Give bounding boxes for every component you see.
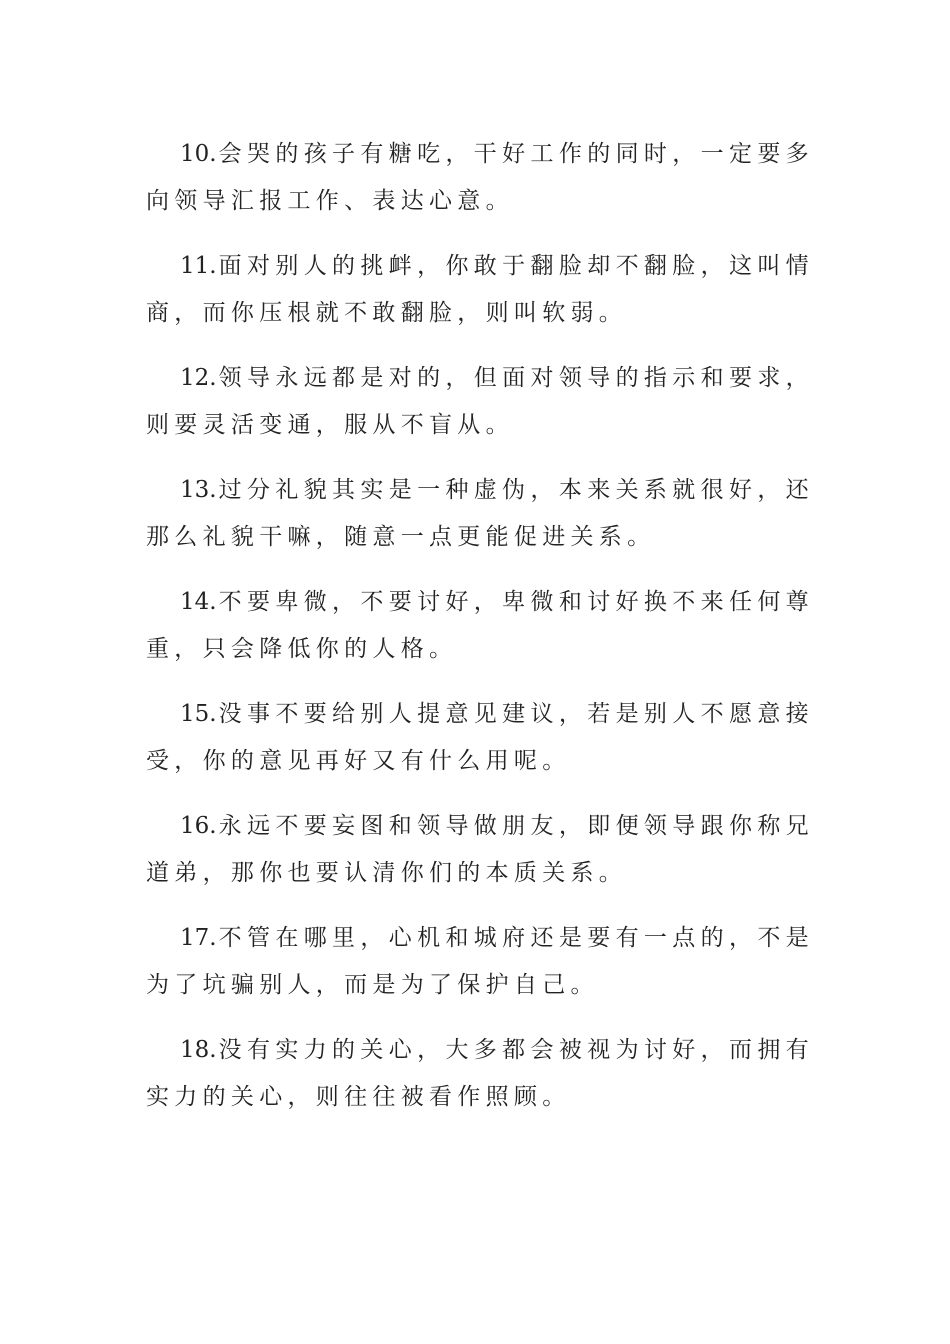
list-item [146, 579, 814, 673]
item-text: 过分礼貌其实是一种虚伪，本来关系就很好，还那么礼貌干嘛，随意一点更能促进关系。 [146, 477, 814, 550]
item-number: 10. [180, 141, 217, 167]
item-number: 12. [180, 365, 217, 391]
list-item [146, 355, 814, 449]
item-text: 会哭的孩子有糖吃，干好工作的同时，一定要多向领导汇报工作、表达心意。 [146, 141, 814, 214]
item-text: 不要卑微，不要讨好，卑微和讨好换不来任何尊重，只会降低你的人格。 [146, 589, 814, 662]
list-item [146, 1027, 814, 1121]
list-item [146, 803, 814, 897]
list-item [146, 131, 814, 225]
item-text: 领导永远都是对的，但面对领导的指示和要求，则要灵活变通，服从不盲从。 [146, 365, 814, 438]
item-text: 面对别人的挑衅，你敢于翻脸却不翻脸，这叫情商，而你压根就不敢翻脸，则叫软弱。 [146, 253, 814, 326]
list-item [146, 691, 814, 785]
item-text: 没有实力的关心，大多都会被视为讨好，而拥有实力的关心，则往往被看作照顾。 [146, 1037, 814, 1110]
item-number: 13. [180, 477, 217, 503]
list-item [146, 915, 814, 1009]
list-item [146, 467, 814, 561]
item-text: 没事不要给别人提意见建议，若是别人不愿意接受，你的意见再好又有什么用呢。 [146, 701, 814, 774]
document-body [146, 131, 814, 1139]
item-number: 14. [180, 589, 217, 615]
item-text: 永远不要妄图和领导做朋友，即便领导跟你称兄道弟，那你也要认清你们的本质关系。 [146, 813, 814, 886]
item-number: 16. [180, 813, 217, 839]
list-item [146, 243, 814, 337]
item-number: 17. [180, 925, 217, 951]
item-number: 18. [180, 1037, 217, 1063]
item-text: 不管在哪里，心机和城府还是要有一点的，不是为了坑骗别人，而是为了保护自己。 [146, 925, 814, 998]
item-number: 15. [180, 701, 217, 727]
item-number: 11. [180, 253, 217, 279]
